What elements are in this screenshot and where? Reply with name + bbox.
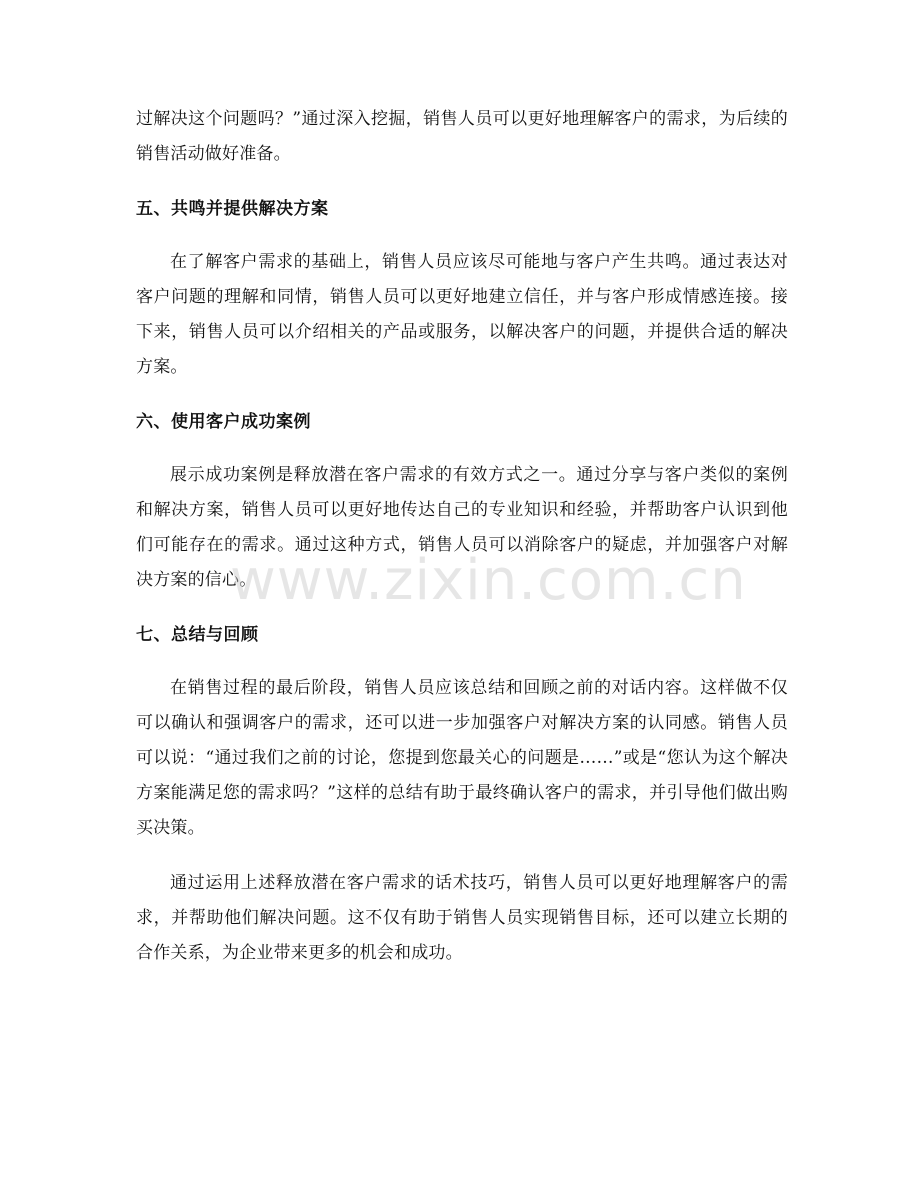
section-7-paragraph-1: 在销售过程的最后阶段，销售人员应该总结和回顾之前的对话内容。这样做不仅可以确认和强调客户的需求，还可以进一步加强客户对解决方案的认同感。销售人员可以说：“通过我们之前的讨论，您提到您最关心的问题是……”或是“您认为这个解决方案能满足您的需求吗？”这样的总结有助于最终确认客户的需求，并引导他们做出购买决策。 [136, 678, 788, 838]
section-7-paragraph-2: 通过运用上述释放潜在客户需求的话术技巧，销售人员可以更好地理解客户的需求，并帮助他们解决问题。这不仅有助于销售人员实现销售目标，还可以建立长期的合作关系，为企业带来更多的机会和成功。 [136, 873, 788, 963]
watermark: www.zixin.com.cn [230, 548, 747, 613]
section-heading-5: 五、共鸣并提供解决方案 [136, 199, 329, 219]
section-5-paragraph: 在了解客户需求的基础上，销售人员应该尽可能地与客户产生共鸣。通过表达对客户问题的理解和同情，销售人员可以更好地建立信任，并与客户形成情感连接。接下来，销售人员可以介绍相关的产品或服务，以解决客户的问题，并提供合适的解决方案。 [136, 252, 788, 377]
section-6-paragraph: 展示成功案例是释放潜在客户需求的有效方式之一。通过分享与客户类似的案例和解决方案，销售人员可以更好地传达自己的专业知识和经验，并帮助客户认识到他们可能存在的需求。通过这种方式，销售人员可以消除客户的疑虑，并加强客户对解决方案的信心。 [136, 465, 788, 590]
section-heading-6: 六、使用客户成功案例 [136, 412, 311, 432]
document-body [136, 102, 788, 971]
intro-paragraph: 过解决这个问题吗？”通过深入挖掘，销售人员可以更好地理解客户的需求，为后续的销售活动做好准备。 [136, 109, 788, 164]
section-heading-7: 七、总结与回顾 [136, 625, 259, 645]
